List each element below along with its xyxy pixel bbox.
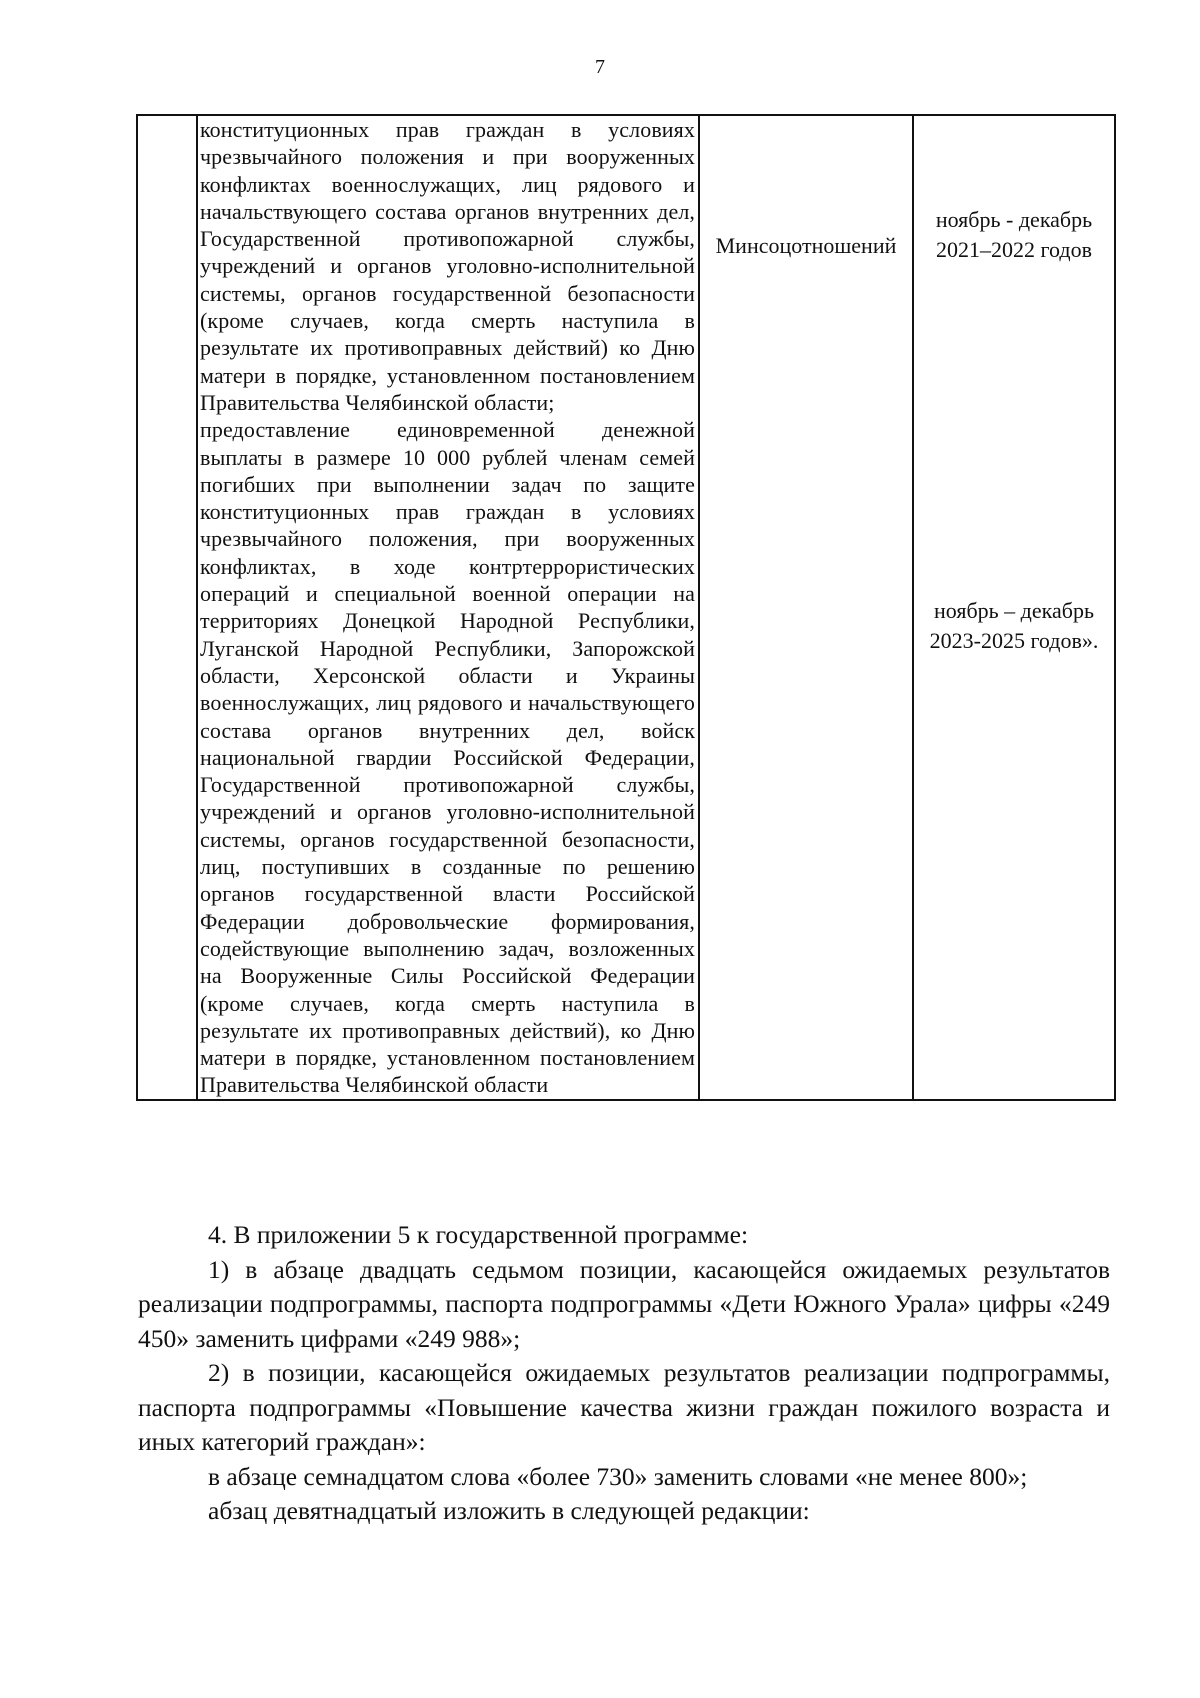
body-paragraph: абзац девятнадцатый изложить в следующей редакции: bbox=[208, 1496, 810, 1525]
measure-paragraph: предоставление единовременной денежной выплаты в размере 10 000 рублей членам семей погибших при выполнении задач по защите конституционных прав граждан в условиях чрезвычайного положения, при вооруженных конфликтах, в ходе контртеррористических операций и специальной военной операции на территориях Донецкой Народной Республики, Луганской Народной Республики, Запорожской области, Херсонской области и Украины военнослужащих, лиц рядового и начальствующего состава органов внутренних дел, войск национальной гвардии Российской Федерации, Государственной противопожарной службы, учреждений и органов уголовно-исполнительной системы, органов государственной безопасности, лиц, поступивших в созданные по решению органов государственной власти Российской Федерации добровольческие формирования, содействующие выполнению задач, возложенных на Вооруженные Силы Российской Федерации (кроме случаев, когда смерть наступила в результате их противоправных действий), ко Дню матери в порядке, установленном постановлением Правительства Челябинской области bbox=[200, 417, 695, 1098]
document-body bbox=[138, 1218, 1110, 1529]
term-cell bbox=[913, 115, 1115, 1100]
program-table bbox=[136, 114, 1116, 1101]
body-paragraph: 1) в абзаце двадцать седьмом позиции, касающейся ожидаемых результатов реализации подпрограммы, паспорта подпрограммы «Дети Южного Урала» цифры «249 450» заменить цифрами «249 988»; bbox=[138, 1254, 1110, 1353]
page-number: 7 bbox=[595, 56, 605, 78]
body-paragraph: 2) в позиции, касающейся ожидаемых результатов реализации подпрограммы, паспорта подпрограммы «Повышение качества жизни граждан пожилого возраста и иных категорий граждан»: bbox=[138, 1358, 1110, 1456]
term-line: 2023-2025 годов». bbox=[929, 628, 1099, 653]
term-2023-2025 bbox=[914, 596, 1114, 656]
term-line: ноябрь - декабрь bbox=[935, 207, 1093, 232]
executor-cell bbox=[699, 115, 913, 1100]
body-paragraph: 4. В приложении 5 к государственной программе: bbox=[208, 1220, 749, 1249]
body-paragraph: в абзаце семнадцатом слова «более 730» заменить словами «не менее 800»; bbox=[208, 1461, 1028, 1491]
term-line: 2021–2022 годов bbox=[936, 237, 1092, 262]
term-2021-2022 bbox=[914, 205, 1114, 265]
measure-paragraph: конституционных прав граждан в условиях чрезвычайного положения и при вооруженных конфликтах военнослужащих, лиц рядового и начальствующего состава органов внутренних дел, Государственной противопожарной службы, учреждений и органов уголовно-исполнительной системы, органов государственной безопасности (кроме случаев, когда смерть наступила в результате их противоправных действий) ко Дню матери в порядке, установленном постановлением Правительства Челябинской области; bbox=[200, 117, 695, 415]
executor-name: Минсоцотношений bbox=[715, 233, 897, 258]
measure-description-cell bbox=[197, 115, 699, 1100]
term-line: ноябрь – декабрь bbox=[933, 598, 1094, 623]
row-number-cell bbox=[137, 115, 197, 1100]
table-row bbox=[137, 115, 1115, 1100]
